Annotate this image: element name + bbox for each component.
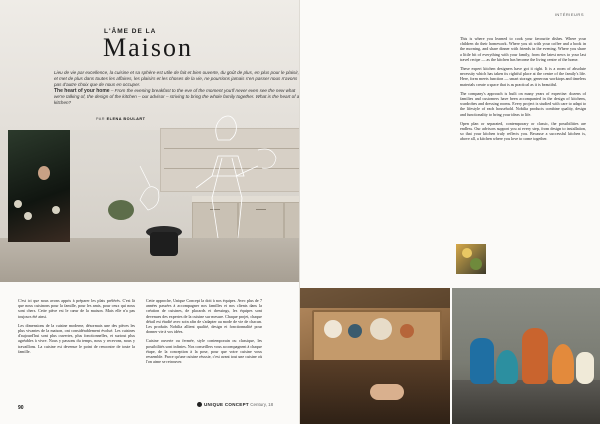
lead-english: – From the evening breakfast to the eve of the moment you'll never even see the new what we're talking of, the design of the kitchen – our advisor – striving to bring the whole family together. What is the heart of a kitchen? (54, 88, 299, 105)
body-column-2 (146, 298, 262, 368)
vase (470, 338, 494, 384)
page-number: 90 (18, 405, 24, 411)
bowl (400, 324, 414, 338)
paragraph: Cette approche, Unique Concept la doit à nos équipes. Avec plus de 7 années passées à accompagner nos familles et nos clients dans la création de cuisines, de placards et dressings, les équipes sont devenues des expertes de la cuisine sur mesure. Chaque projet, chaque détail est étudié avec soin afin de s'adapter au mode de vie de chacun. Les produits Nobilia allient qualité, design et fonctionnalité pour donner vie à vos idées. (146, 298, 262, 335)
lead-french: Lieu de vie par excellence, la cuisine et sa sphère est utile de fait et bien ouverte, du goût de plus, en plus pour le plaisir, et met de plus dans toutes les affaires, les plaisirs et les choses de la vie, ne pourrions jamais s'en passer nous n'avons pas d'autre choix que de nous en occuper. (54, 70, 299, 87)
drawer-photo (300, 288, 450, 424)
left-page (0, 0, 299, 424)
paragraph: Les dimensions de la cuisine moderne, désormais une des pièces les plus vivantes de la maison, ont considérablement évolué. Les cuisines d'aujourd'hui sont plus ouvertes, plus fonctionnelles, et surtout plus agréables à vivre. Nous y passons du temps, nous y recevons, nous y travaillons. La cuisine est devenue le point de rencontre de toute la famille. (18, 322, 135, 354)
footer-brand: UNIQUE CONCEPT (204, 402, 249, 407)
right-body-column (460, 36, 586, 146)
paragraph: The company's approach is built on many years of expertise: dozens of families and customers have been accompanied in the design of kitchens, wardrobes and dressing rooms. Every project is studied with care to adapt to the lifestyle of each household. Nobilia products combine quality, design and functionality to bring your ideas to life. (460, 90, 586, 117)
thumbnail-photo (456, 244, 486, 274)
section-tag: INTÉRIEURS (554, 12, 584, 17)
footer-issue: Century, 18 (250, 402, 274, 407)
byline-prefix: PAR (96, 117, 106, 121)
page-title: Maison (103, 33, 193, 62)
vase (576, 352, 594, 384)
vase (522, 328, 548, 384)
lead-text (54, 70, 299, 106)
plate (370, 318, 392, 340)
bowl (324, 320, 342, 338)
footer (197, 402, 273, 407)
kicker: L'ÂME DE LA (104, 28, 157, 35)
paragraph: Cuisine ouverte ou fermée, style contemporain ou classique, les possibilités sont infinies. Nos conseillers vous accompagnent à chaque étape, de la conception à la pose, pour que votre cuisine vous ressemble. Parce qu'une cuisine réussie, c'est avant tout une cuisine où l'on aime se retrouver. (146, 338, 262, 365)
vase (496, 350, 518, 384)
paragraph: These expert kitchen designers have got it right. It is a room of absolute necessity which has taken its rightful place at the centre of the family's life. Here, form meets function — smart storage, generous worktops and timeless materials create a space that is as practical as it is beautiful. (460, 66, 586, 87)
paragraph: This is where you learned to cook your favourite dishes. Where your children do their homework. Where you sit with your coffee and a book in the morning, and share dinner with friends in the evening. Where you share a little bit of everything with your family, from the latest news to your last travel recipe — as the kitchen has become the living centre of the home. (460, 36, 586, 62)
vase (552, 344, 574, 384)
brand-logo-icon (197, 402, 202, 407)
hand (370, 384, 404, 400)
paragraph: C'est ici que nous avons appris à préparer les plats préférés. C'est là que nous cuisinons pour la famille, pour les amis, pour ceux qui nous sont chers. Cette pièce est le cœur de la maison. Mais elle n'a pas toujours été ainsi. (18, 298, 135, 319)
body-column-1 (18, 298, 135, 358)
byline (96, 117, 145, 121)
lead-english-heading: The heart of your home (54, 88, 110, 94)
byline-author: ELENA BOULART (106, 117, 146, 121)
paragraph: Open plan or separated, contemporary or classic, the possibilities are endless. Our advisors support you at every step, from design to installation, so that your kitchen truly reflects you. Because a successful kitchen is, above all, a kitchen where you love to come together. (460, 120, 586, 142)
vases-photo (452, 288, 600, 424)
cup (348, 324, 362, 338)
right-page (300, 0, 600, 424)
